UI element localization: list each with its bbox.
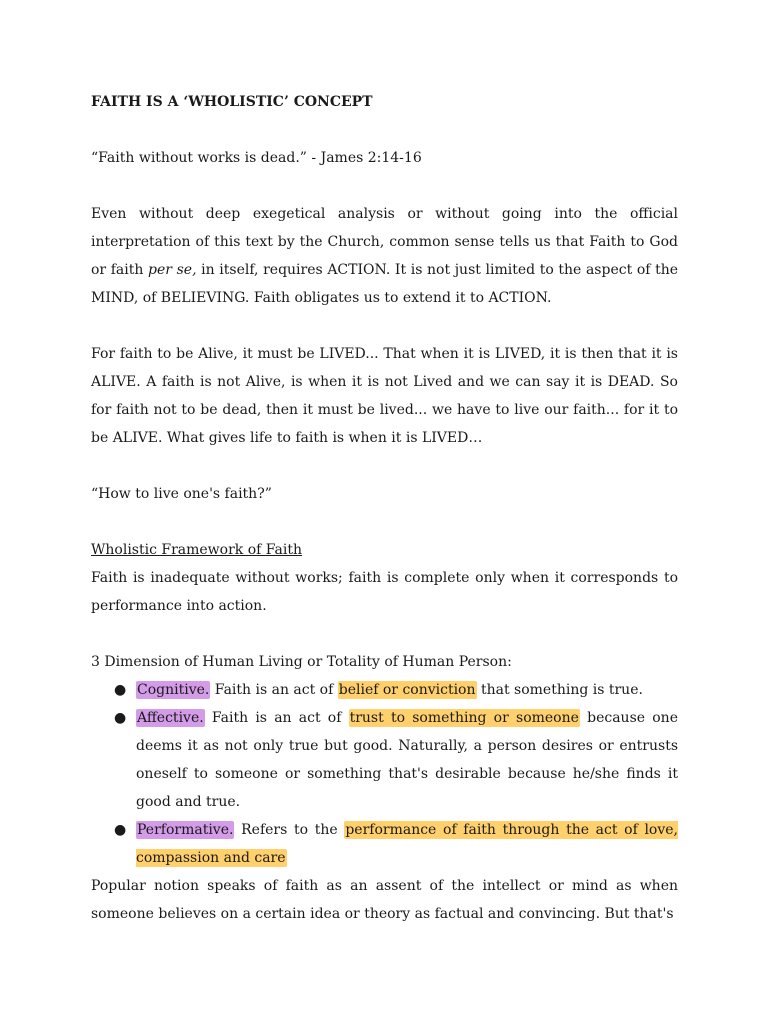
- bullet-icon: ●: [114, 822, 127, 838]
- list-item: [91, 816, 678, 872]
- document-title: FAITH IS A ‘WHOLISTIC’ CONCEPT: [91, 94, 373, 110]
- dimensions-list: [91, 676, 678, 872]
- dimension-highlight: belief or conviction: [338, 682, 476, 698]
- paragraph-intro-text-2: in itself, requires ACTION. It is not just limited to the aspect of the MIND, of BELIEVING. Faith obligates us to extend it to ACTION.: [91, 262, 679, 306]
- list-item: [91, 704, 678, 816]
- dimension-term: Cognitive.: [137, 682, 210, 698]
- dimensions-intro: 3 Dimension of Human Living or Totality of Human Person:: [91, 654, 512, 670]
- bullet-icon: ●: [114, 710, 127, 726]
- bullet-icon: ●: [114, 682, 127, 698]
- paragraph-framework: Faith is inadequate without works; faith is complete only when it corresponds to performance into action.: [91, 570, 678, 614]
- paragraph-intro-italic: per se,: [148, 262, 197, 278]
- dimension-term: Affective.: [137, 710, 204, 726]
- dimension-text-pre: Faith is an act of: [210, 682, 338, 698]
- paragraph-alive: For faith to be Alive, it must be LIVED... That when it is LIVED, it is then that it is ALIVE. A faith is not Alive, is when it is not Lived and we can say it is DEAD. So for faith not to be dead, then it must be lived... we have to live our faith... for it to be ALIVE. What gives life to faith is when it is LIVED…: [91, 346, 678, 446]
- scripture-quote: “Faith without works is dead.” - James 2:14-16: [91, 150, 422, 166]
- dimension-text-post: that something is true.: [476, 682, 643, 698]
- paragraph-popular-notion: Popular notion speaks of faith as an assent of the intellect or mind as when someone believes on a certain idea or theory as factual and convincing. But that's: [91, 878, 678, 922]
- paragraph-intro-text-1: Even without deep exegetical analysis or without going into the official interpretation of this text by the Church, common sense tells us that Faith to God or faith: [91, 206, 678, 278]
- paragraph-intro: [91, 200, 678, 312]
- dimension-text-pre: Refers to the: [234, 822, 345, 838]
- dimension-text-post: because one deems it as not only true but good. Naturally, a person desires or entrusts oneself to someone or something that's desirable because he/she finds it good and true.: [136, 710, 678, 810]
- dimension-highlight: performance of faith through the act of love, compassion and care: [136, 822, 679, 866]
- dimension-text-pre: Faith is an act of: [204, 710, 349, 726]
- dimension-highlight: trust to something or someone: [349, 710, 579, 726]
- dimension-term: Performative.: [137, 822, 234, 838]
- list-item: [91, 676, 678, 704]
- section-subheading: Wholistic Framework of Faith: [91, 542, 303, 558]
- question-line: “How to live one's faith?”: [91, 486, 272, 502]
